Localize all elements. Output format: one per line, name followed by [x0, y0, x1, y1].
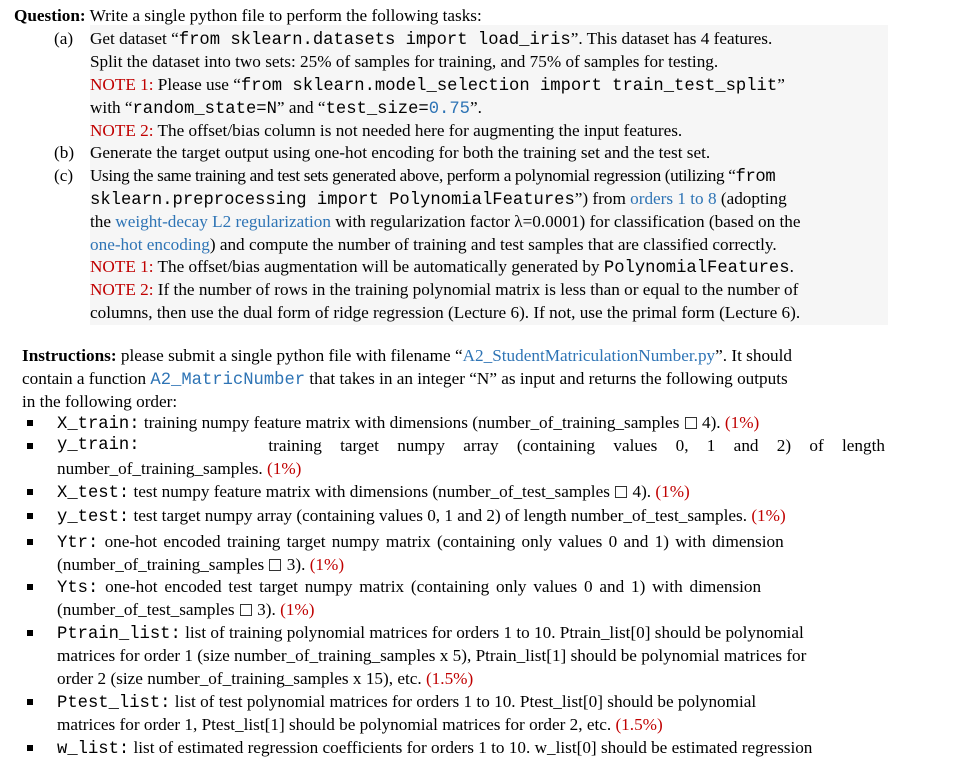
- missing-glyph-box: [615, 486, 627, 498]
- missing-glyph-box: [269, 559, 281, 571]
- bullet-yts: Yts: one-hot encoded test target numpy matrix (containing only values 0 and 1) with dimension: [57, 577, 762, 598]
- question-label: Question:: [14, 6, 86, 25]
- instructions-label: Instructions:: [22, 346, 117, 365]
- bullet-marker: [27, 443, 33, 449]
- item-b-text: Generate the target output using one-hot encoding for both the training set and the test set.: [90, 143, 711, 162]
- instructions-line-3: in the following order:: [22, 392, 178, 411]
- code-polynomial-features: sklearn.preprocessing import PolynomialFeatures: [90, 191, 575, 210]
- bullet-ptrain-list-cont-2: order 2 (size number_of_training_samples x 15), etc. (1.5%): [57, 669, 474, 688]
- bullet-marker: [27, 584, 33, 590]
- note-label: NOTE 2:: [90, 280, 154, 299]
- bullet-marker: [27, 745, 33, 751]
- code-test-size: test_size=: [325, 100, 429, 119]
- item-a-note-1: NOTE 1: Please use “from sklearn.model_selection import train_test_split”: [90, 75, 785, 96]
- item-b-letter: (b): [54, 143, 75, 162]
- code-train-test-split: from sklearn.model_selection import train_test_split: [240, 77, 778, 96]
- item-a-line-4: with “random_state=N” and “test_size=0.75”.: [90, 98, 482, 119]
- filename: A2_StudentMatriculationNumber.py: [462, 346, 716, 365]
- bullet-ptrain-list: Ptrain_list: list of training polynomial matrices for orders 1 to 10. Ptrain_list[0] should be polynomial: [57, 623, 804, 644]
- bullet-marker: [27, 513, 33, 519]
- bullet-marker: [27, 489, 33, 495]
- bullet-ptest-list-cont: matrices for order 1, Ptest_list[1] should be polynomial matrices for order 2, etc. (1.5%): [57, 715, 663, 734]
- bullet-y-train: y_train: training target numpy array (containing values 0, 1 and 2) of length: [57, 436, 885, 455]
- bullet-x-train: X_train: training numpy feature matrix with dimensions (number_of_training_samples 4). (1%): [57, 413, 760, 434]
- question-intro: Write a single python file to perform the following tasks:: [85, 6, 482, 25]
- item-c-line-1: Using the same training and test sets generated above, perform a polynomial regression (utilizing “from: [90, 166, 776, 187]
- bullet-marker: [27, 539, 33, 545]
- item-c-line-3: the weight-decay L2 regularization with regularization factor λ=0.0001) for classification (based on the: [90, 212, 801, 231]
- note-label: NOTE 1:: [90, 75, 154, 94]
- item-a-note-2: NOTE 2: The offset/bias column is not needed here for augmenting the input features.: [90, 121, 683, 140]
- bullet-y-train-cont: number_of_training_samples. (1%): [57, 459, 302, 478]
- instructions-line-2: contain a function A2_MatricNumber that takes in an integer “N” as input and returns the following outputs: [22, 369, 788, 390]
- item-a-line-1: Get dataset “from sklearn.datasets import load_iris”. This dataset has 4 features.: [90, 29, 773, 50]
- question-intro-line: [14, 5, 482, 27]
- bullet-marker: [27, 699, 33, 705]
- bullet-ptest-list: Ptest_list: list of test polynomial matrices for orders 1 to 10. Ptest_list[0] should be polynomial: [57, 692, 757, 713]
- bullet-x-test: X_test: test numpy feature matrix with dimensions (number_of_test_samples 4). (1%): [57, 482, 690, 503]
- item-c-note-2: NOTE 2: If the number of rows in the training polynomial matrix is less than or equal to the number of: [90, 280, 799, 299]
- function-name: A2_MatricNumber: [150, 371, 306, 390]
- code-random-state: random_state=N: [132, 100, 277, 119]
- bullet-w-list: w_list: list of estimated regression coefficients for orders 1 to 10. w_list[0] should be estimated regression: [57, 738, 813, 759]
- note-label: NOTE 1:: [90, 257, 154, 276]
- missing-glyph-box: [685, 417, 697, 429]
- item-c-line-4: one-hot encoding) and compute the number of training and test samples that are classified correctly.: [90, 235, 777, 254]
- note-label: NOTE 2:: [90, 121, 154, 140]
- instructions-line-1: Instructions: please submit a single python file with filename “A2_StudentMatriculationNumber.py”. It should: [22, 346, 792, 365]
- item-c-letter: (c): [54, 166, 74, 185]
- code-load-iris: from sklearn.datasets import load_iris: [178, 31, 571, 50]
- bullet-ytr-cont: (number_of_training_samples 3). (1%): [57, 555, 345, 574]
- bullet-ytr: Ytr: one-hot encoded training target numpy matrix (containing only values 0 and 1) with dimension: [57, 532, 784, 553]
- item-c-line-2: sklearn.preprocessing import PolynomialFeatures”) from orders 1 to 8 (adopting: [90, 189, 787, 210]
- item-a-letter: (a): [54, 29, 74, 48]
- missing-glyph-box: [240, 604, 252, 616]
- bullet-ptrain-list-cont-1: matrices for order 1 (size number_of_training_samples x 5), Ptrain_list[1] should be polynomial matrices for: [57, 646, 807, 665]
- item-a-line-2: Split the dataset into two sets: 25% of samples for training, and 75% of samples for testing.: [90, 52, 719, 71]
- item-c-note-2-cont: columns, then use the dual form of ridge regression (Lecture 6). If not, use the primal form (Lecture 6).: [90, 303, 801, 322]
- bullet-y-test: y_test: test target numpy array (containing values 0, 1 and 2) of length number_of_test_samples. (1%): [57, 506, 786, 527]
- bullet-marker: [27, 630, 33, 636]
- item-c-note-1: NOTE 1: The offset/bias augmentation will be automatically generated by PolynomialFeatures.: [90, 257, 794, 278]
- bullet-marker: [27, 420, 33, 426]
- bullet-yts-cont: (number_of_test_samples 3). (1%): [57, 600, 315, 619]
